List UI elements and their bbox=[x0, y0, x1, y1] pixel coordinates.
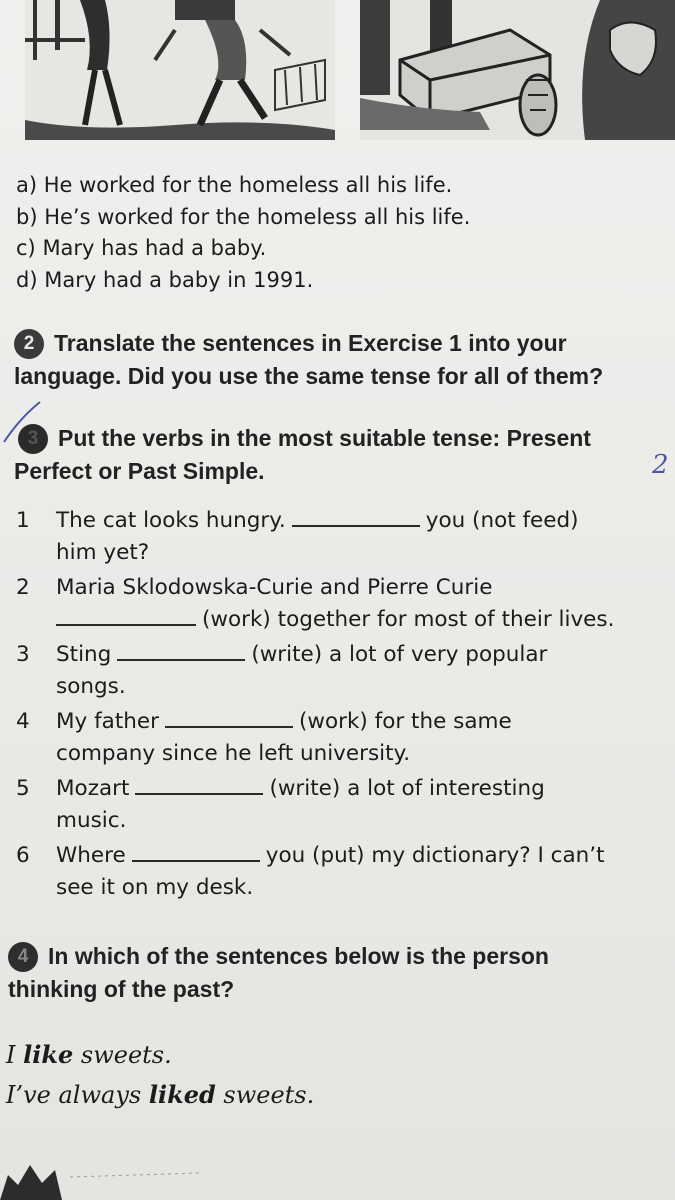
sentence-text: He worked for the homeless all his life. bbox=[43, 173, 453, 197]
item-text: Maria Sklodowska-Curie and Pierre Curie bbox=[56, 575, 493, 600]
box-and-bottle-illustration bbox=[360, 0, 675, 140]
exercise-2-instruction bbox=[14, 327, 603, 393]
list-item bbox=[14, 706, 614, 770]
instruction-line: Put the verbs in the most suitable tense: Present bbox=[58, 425, 591, 451]
item-text: The cat looks hungry. bbox=[56, 508, 286, 533]
sentence-text: Mary has had a baby. bbox=[42, 236, 267, 260]
item-number: 4 bbox=[16, 709, 30, 734]
sentence-text: Mary had a baby in 1991. bbox=[44, 267, 314, 292]
list-item bbox=[14, 572, 614, 636]
instruction-line: In which of the sentences below is the person bbox=[48, 943, 549, 969]
bottom-illustration-fragment bbox=[0, 1145, 675, 1200]
exercise-3-items bbox=[14, 505, 614, 907]
highlighted-verb: liked bbox=[148, 1080, 216, 1109]
item-text: (write) a lot of interesting bbox=[269, 776, 545, 801]
sentence-a bbox=[16, 170, 470, 202]
item-number: 1 bbox=[16, 508, 30, 533]
item-text: company since he left university. bbox=[56, 741, 411, 766]
item-text: Sting bbox=[56, 642, 112, 667]
item-number: 6 bbox=[16, 843, 30, 868]
sentence-letter: b) bbox=[16, 204, 38, 229]
instruction-line: thinking of the past? bbox=[8, 976, 235, 1002]
answer-blank[interactable] bbox=[132, 844, 260, 862]
sentence-letter: d) bbox=[16, 267, 38, 292]
list-item bbox=[14, 505, 614, 569]
sentence-text: I’ve always bbox=[6, 1081, 149, 1109]
exercise-4-instruction bbox=[8, 940, 549, 1006]
sentence-text: I bbox=[6, 1041, 24, 1069]
example-sentence-1 bbox=[6, 1040, 172, 1069]
answer-blank[interactable] bbox=[292, 509, 420, 527]
item-text: Mozart bbox=[56, 776, 130, 801]
sentence-text: sweets. bbox=[215, 1081, 315, 1109]
item-text: My father bbox=[56, 709, 159, 734]
sentence-text: He’s worked for the homeless all his life. bbox=[44, 204, 471, 229]
item-number: 3 bbox=[16, 642, 30, 667]
exercise-number: 3 bbox=[18, 424, 48, 454]
boy-running-illustration bbox=[25, 0, 335, 140]
item-number: 2 bbox=[16, 575, 30, 600]
answer-blank[interactable] bbox=[117, 643, 245, 661]
answer-blank[interactable] bbox=[165, 710, 293, 728]
item-text: you (put) my dictionary? I can’t bbox=[265, 843, 605, 868]
item-text: see it on my desk. bbox=[56, 875, 254, 900]
sentence-text: sweets. bbox=[73, 1041, 172, 1069]
instruction-line: language. Did you use the same tense for all of them? bbox=[14, 363, 604, 389]
list-item bbox=[14, 773, 614, 837]
sentence-b bbox=[16, 202, 470, 234]
margin-pen-mark: 2 bbox=[652, 450, 669, 480]
item-text: Where bbox=[56, 843, 126, 868]
item-text: (write) a lot of very popular bbox=[251, 642, 548, 667]
example-sentence-2 bbox=[6, 1080, 314, 1109]
instruction-line: Perfect or Past Simple. bbox=[14, 458, 265, 484]
item-number: 5 bbox=[16, 776, 30, 801]
list-item bbox=[14, 639, 614, 703]
exercise-number: 2 bbox=[14, 329, 44, 359]
list-item bbox=[14, 840, 614, 904]
sentence-d bbox=[16, 265, 470, 297]
item-text: (work) together for most of their lives. bbox=[202, 607, 615, 632]
item-text: music. bbox=[56, 808, 127, 833]
sentence-letter: c) bbox=[16, 236, 36, 260]
exercise-1-sentences bbox=[16, 170, 470, 296]
answer-blank[interactable] bbox=[56, 608, 196, 626]
exercise-number: 4 bbox=[8, 942, 38, 972]
item-text: songs. bbox=[56, 674, 126, 699]
item-text: him yet? bbox=[56, 540, 150, 565]
item-text: you (not feed) bbox=[425, 508, 579, 533]
exercise-3-instruction bbox=[14, 422, 591, 488]
answer-blank[interactable] bbox=[135, 777, 263, 795]
highlighted-verb: like bbox=[23, 1040, 74, 1069]
sentence-letter: a) bbox=[16, 173, 38, 197]
sentence-c bbox=[16, 233, 470, 265]
instruction-line: Translate the sentences in Exercise 1 into your bbox=[54, 330, 567, 356]
item-text: (work) for the same bbox=[298, 709, 512, 734]
